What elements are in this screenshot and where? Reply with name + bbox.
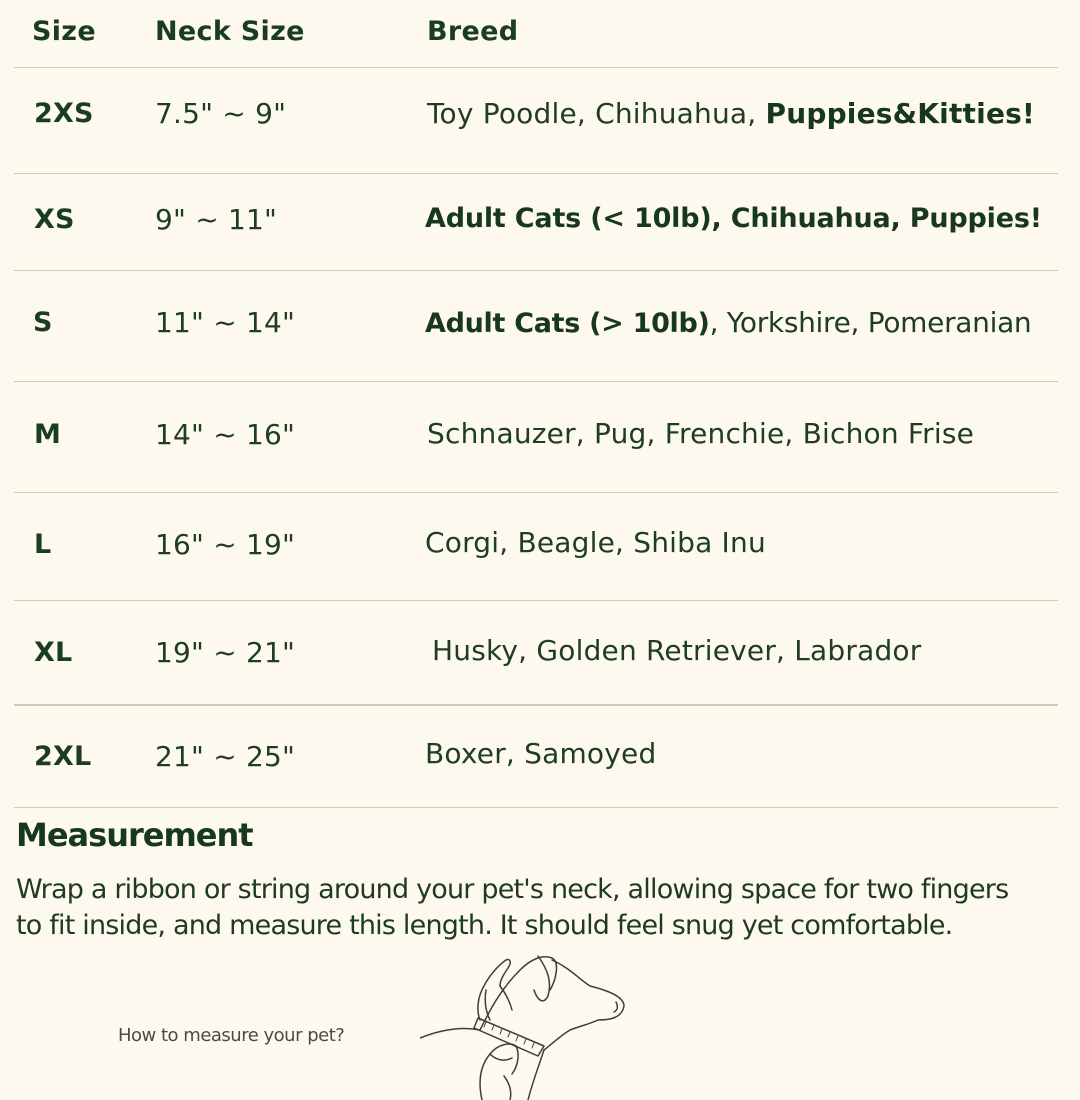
breed-cell: Husky, Golden Retriever, Labrador bbox=[432, 634, 922, 667]
header-size: Size bbox=[32, 16, 96, 47]
header-breed: Breed bbox=[427, 16, 519, 47]
size-cell: 2XS bbox=[34, 98, 94, 129]
breed-text: Toy Poodle, Chihuahua, bbox=[427, 97, 766, 130]
breed-highlight: Puppies&Kitties! bbox=[765, 97, 1035, 130]
table-row bbox=[0, 68, 1080, 173]
breed-text: , Yorkshire, Pomeranian bbox=[709, 306, 1032, 339]
neck-size-cell: 14" ~ 16" bbox=[155, 418, 296, 451]
dog-neck-measuring-tape-illustration-icon bbox=[420, 950, 640, 1100]
table-row bbox=[0, 271, 1080, 381]
table-row bbox=[0, 174, 1080, 270]
neck-size-cell: 11" ~ 14" bbox=[155, 306, 296, 339]
breed-highlight: Adult Cats (> 10lb) bbox=[425, 308, 710, 339]
table-header bbox=[0, 0, 1080, 67]
size-cell: XL bbox=[34, 637, 73, 668]
measurement-title: Measurement bbox=[16, 816, 253, 854]
breed-cell bbox=[425, 306, 1031, 339]
divider bbox=[14, 807, 1058, 808]
table-row bbox=[0, 706, 1080, 807]
size-cell: 2XL bbox=[34, 741, 92, 772]
breed-cell: Schnauzer, Pug, Frenchie, Bichon Frise bbox=[427, 417, 975, 450]
breed-cell bbox=[427, 97, 1035, 130]
neck-size-cell: 9" ~ 11" bbox=[155, 203, 278, 236]
neck-size-cell: 21" ~ 25" bbox=[155, 740, 296, 773]
breed-highlight: Adult Cats (< 10lb), Chihuahua, Puppies! bbox=[425, 203, 1042, 234]
neck-size-cell: 19" ~ 21" bbox=[155, 636, 296, 669]
header-neck-size: Neck Size bbox=[155, 16, 305, 47]
breed-cell: Corgi, Beagle, Shiba Inu bbox=[425, 526, 766, 559]
size-cell: L bbox=[34, 529, 52, 560]
breed-cell bbox=[425, 203, 1042, 234]
table-row bbox=[0, 493, 1080, 600]
neck-size-cell: 7.5" ~ 9" bbox=[155, 97, 287, 130]
size-cell: M bbox=[34, 419, 62, 450]
measurement-instructions: Wrap a ribbon or string around your pet's neck, allowing space for two fingers to fit inside, and measure this length. It should feel snug yet comfortable. bbox=[16, 874, 1009, 941]
how-to-measure-caption: How to measure your pet? bbox=[118, 1025, 345, 1046]
table-row bbox=[0, 601, 1080, 704]
table-row bbox=[0, 382, 1080, 492]
neck-size-cell: 16" ~ 19" bbox=[155, 528, 296, 561]
size-cell: S bbox=[33, 307, 53, 338]
size-cell: XS bbox=[34, 204, 75, 235]
breed-cell: Boxer, Samoyed bbox=[425, 737, 657, 770]
